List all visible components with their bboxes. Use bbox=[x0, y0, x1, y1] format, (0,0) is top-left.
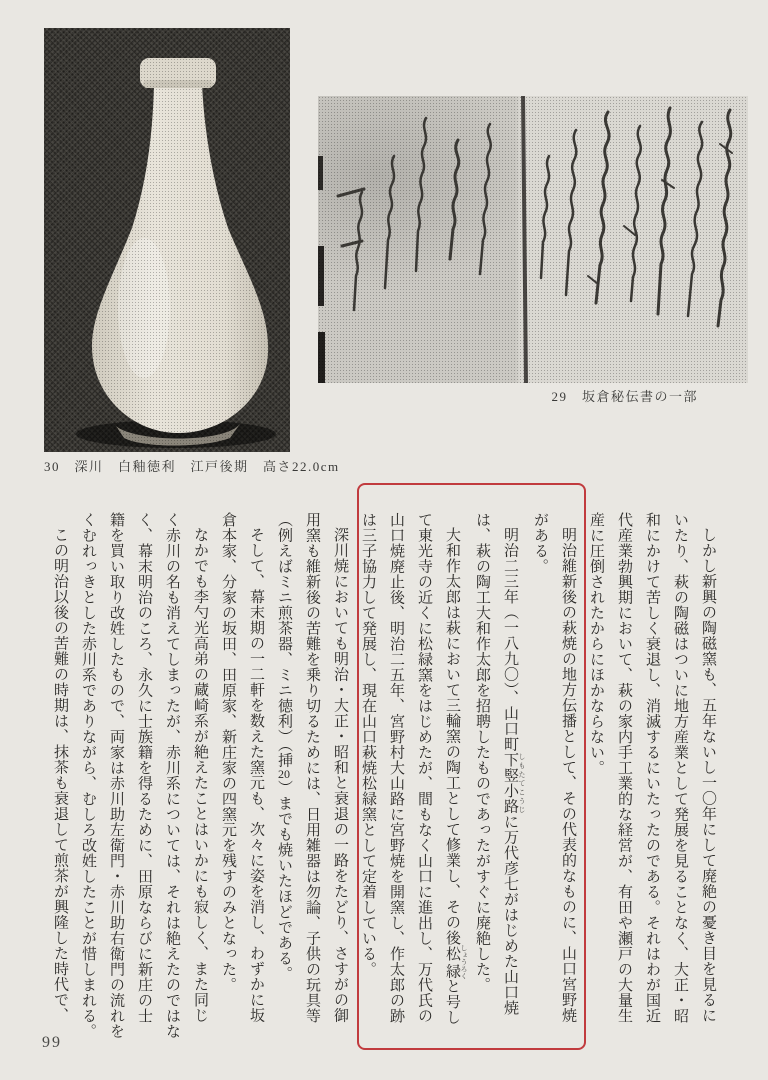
bottle-photo bbox=[44, 28, 290, 452]
text-column: 和にかけて苦しく衰退し、消滅するにいたったのである。それはわが国近 bbox=[644, 512, 660, 1024]
text-column: くむれっきとした赤川系でありながら、むしろ改姓したことが惜しまれる。 bbox=[80, 512, 96, 1039]
text-column: て東光寺の近くに松緑窯をはじめたが、間もなく山口に進出し、万代氏の bbox=[416, 512, 432, 1024]
text-column: 用窯も維新後の苦難を乗り切るためには、日用雑器は勿論、子供の玩具等 bbox=[304, 512, 320, 1024]
article-text bbox=[44, 512, 722, 1048]
text-column: 明治二三年（一八九〇）、山口町下竪小路 しもたてこうじに万代彦七がはじめた山口焼 bbox=[502, 527, 526, 1016]
calligraphy-strokes bbox=[318, 96, 748, 383]
figure-caption-30: 30 深川 白釉徳利 江戸後期 高さ22.0cm bbox=[44, 459, 340, 474]
text-column: （例えばミニ煎茶器、ミニ徳利）（挿20）までも焼いたほどである。 bbox=[276, 512, 292, 982]
bottle-illustration bbox=[44, 28, 290, 452]
text-column: この明治以後の苦難の時期は、抹茶も衰退して煎茶が興隆した時代で、 bbox=[52, 527, 68, 1023]
page-number: 99 bbox=[42, 1034, 62, 1051]
text-column: なかでも李勺光高弟の蔵崎系が絶えたことはいかにも寂しく、また同じ bbox=[192, 527, 208, 1023]
text-column: は、萩の陶工大和作太郎を招聘したものであったがすぐに廃絶した。 bbox=[474, 512, 490, 993]
text-column: そして、幕末期の一二軒を数えた窯元も、次々に姿を消し、わずかに坂 bbox=[248, 527, 264, 1023]
text-column: 明治維新後の萩焼の地方伝播として、その代表的なものに、山口宮野焼 bbox=[560, 527, 576, 1023]
text-column: 籍を買い取り改姓したもので、両家は赤川助左衛門・赤川助右衛門の流れを bbox=[108, 512, 124, 1039]
text-column: 代産業勃興期において、萩の家内手工業的な経営が、有田や瀬戸の大量生 bbox=[616, 512, 632, 1024]
text-column: く赤川の名も消えてしまったが、赤川系については、それは絶えたのではな bbox=[164, 512, 180, 1039]
text-column: 倉本家、分家の坂田、田原家、新庄家の四窯元を残すのみとなった。 bbox=[220, 512, 236, 993]
text-column: は三子協力して発展し、現在山口萩焼松緑窯として定着している。 bbox=[360, 512, 376, 977]
calligraphy-photo bbox=[318, 96, 748, 383]
text-column: く、幕末明治のころ、永久に士族籍を得るために、田原ならびに新庄の士 bbox=[136, 512, 152, 1024]
figure-caption-29: 29 坂倉秘伝書の一部 bbox=[551, 389, 698, 404]
text-column: いたり、萩の陶磁はついに地方産業として発展を見ることなく、大正・昭 bbox=[672, 512, 688, 1024]
text-column: 深川焼においても明治・大正・昭和と衰退の一路をたどり、さすがの御 bbox=[332, 527, 348, 1023]
text-column: しかし新興の陶磁窯も、五年ないし一〇年にして廃絶の憂き目を見るに bbox=[700, 527, 716, 1023]
text-column: がある。 bbox=[532, 512, 548, 574]
text-column: 山口焼廃止後、明治二五年、宮野村大山路に宮野焼を開窯し、作太郎の跡 bbox=[388, 512, 404, 1024]
text-column: 産に圧倒されたからにほかならない。 bbox=[588, 512, 604, 776]
text-column: 大和作太郎は萩において三輪窯の陶工として修業し、その後松緑 しょうろくと号し bbox=[444, 527, 468, 1025]
